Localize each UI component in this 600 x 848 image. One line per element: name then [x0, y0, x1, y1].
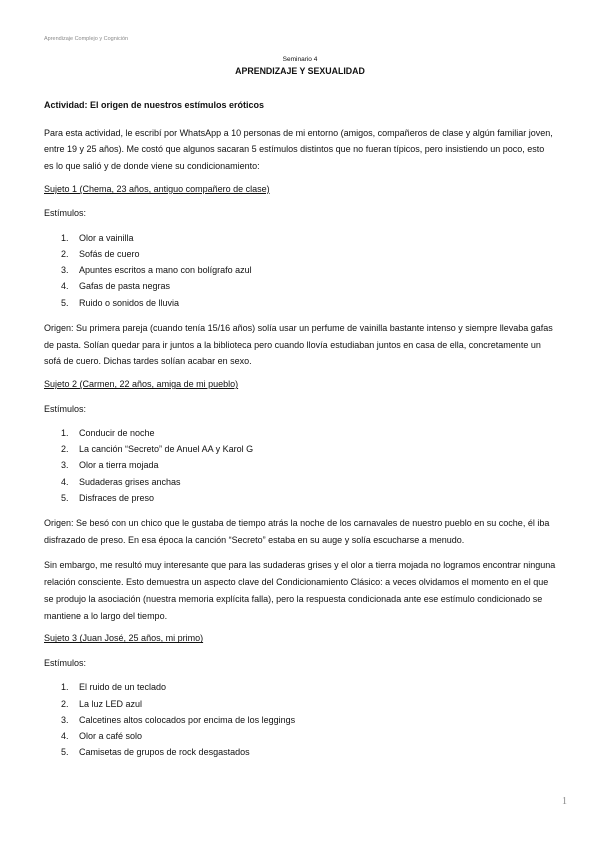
list-item — [44, 246, 556, 262]
list-number: 3. — [61, 460, 69, 471]
document-body — [44, 56, 556, 760]
intro-paragraph: Para esta actividad, le escribí por WhatsApp a 10 personas de mi entorno (amigos, compañeros de clase y algún familiar joven, entre 19 y 25 años). Me costó que algunos sacaran 5 estímulos distintos que no fueran típicos, pero insistiendo un poco, esto es lo que salió y de donde viene su condicionamiento: — [44, 127, 553, 172]
list-number: 2. — [61, 249, 69, 260]
list-item-text: Gafas de pasta negras — [79, 281, 171, 292]
list-number: 1. — [61, 232, 69, 243]
list-item — [44, 490, 556, 506]
list-item-text: Olor a vainilla — [79, 232, 134, 243]
list-item-text: El ruido de un teclado — [79, 682, 167, 693]
subject-3-stimuli-label: Estímulos: — [44, 657, 87, 668]
list-number: 1. — [61, 682, 69, 693]
subject-3-stimuli-list — [44, 679, 556, 760]
list-item — [44, 295, 556, 311]
list-item-text: Conducir de noche — [79, 428, 155, 439]
list-item-text: Sofás de cuero — [79, 249, 140, 260]
subject-2-stimuli-label: Estímulos: — [44, 403, 87, 414]
list-item — [44, 744, 556, 760]
list-item-text: La canción “Secreto” de Anuel AA y Karol G — [79, 444, 254, 455]
subject-2-stimuli-list — [44, 425, 556, 506]
list-number: 4. — [61, 730, 69, 741]
list-item-text: Olor a tierra mojada — [79, 460, 159, 471]
list-item — [44, 262, 556, 278]
subject-1-stimuli-list — [44, 230, 556, 311]
list-item — [44, 696, 556, 712]
list-number: 5. — [61, 747, 69, 758]
list-item-text: Sudaderas grises anchas — [79, 476, 181, 487]
list-number: 3. — [61, 265, 69, 276]
activity-title: Actividad: El origen de nuestros estímulos eróticos — [44, 100, 265, 111]
subject-2-heading: Sujeto 2 (Carmen, 22 años, amiga de mi pueblo) — [44, 379, 239, 390]
subject-3-heading: Sujeto 3 (Juan José, 25 años, mi primo) — [44, 633, 204, 644]
subject-1-stimuli-label: Estímulos: — [44, 208, 87, 219]
list-item — [44, 679, 556, 695]
list-item — [44, 712, 556, 728]
running-header: Aprendizaje Complejo y Cognición — [44, 36, 129, 42]
list-item — [44, 441, 556, 457]
list-item — [44, 474, 556, 490]
seminar-label: Seminario 4 — [282, 56, 318, 63]
list-number: 3. — [61, 714, 69, 725]
document-title: APRENDIZAJE Y SEXUALIDAD — [235, 65, 365, 76]
list-number: 2. — [61, 444, 69, 455]
subject-2-origin: Origen: Se besó con un chico que le gustaba de tiempo atrás la noche de los carnavales de nuestro pueblo en su coche, él iba disfrazado de preso. En esa época la canción “Secreto” estaba en su auge y solía escucharse a menudo. — [44, 518, 550, 545]
list-number: 5. — [61, 492, 69, 503]
list-item — [44, 425, 556, 441]
list-item-text: Olor a café solo — [79, 730, 143, 741]
list-item — [44, 230, 556, 246]
list-number: 1. — [61, 428, 69, 439]
list-item-text: Camisetas de grupos de rock desgastados — [79, 747, 250, 758]
list-item-text: La luz LED azul — [79, 698, 143, 709]
list-number: 4. — [61, 281, 69, 292]
list-item-text: Calcetines altos colocados por encima de los leggings — [79, 714, 296, 725]
subject-1-heading: Sujeto 1 (Chema, 23 años, antiguo compañero de clase) — [44, 183, 270, 194]
list-item — [44, 728, 556, 744]
subject-1-origin: Origen: Su primera pareja (cuando tenía 15/16 años) solía usar un perfume de vainilla bastante intenso y siempre llevaba gafas de pasta. Solían quedar para ir juntos a la biblioteca pero cuando llovía estudiaban juntos en casa de ella, concretamente un sofá de cuero. Dichas tardes solían acabar en sexo. — [44, 322, 553, 367]
list-item-text: Ruido o sonidos de lluvia — [79, 297, 180, 308]
list-item-text: Disfraces de preso — [79, 492, 155, 503]
subject-2-analysis: Sin embargo, me resultó muy interesante que para las sudaderas grises y el olor a tierra mojada no logramos encontrar ninguna relación consciente. Esto demuestra un aspecto clave del Condicionamiento Clásico: a veces olvidamos el momento en el que se produjo la asociación (nuestra memoria explícita falla), pero la respuesta condicionada ante ese estímulo condicionado se mantiene a lo largo del tiempo. — [44, 560, 556, 621]
list-number: 2. — [61, 698, 69, 709]
list-number: 4. — [61, 476, 69, 487]
list-item — [44, 278, 556, 294]
list-number: 5. — [61, 297, 69, 308]
list-item-text: Apuntes escritos a mano con bolígrafo azul — [79, 265, 252, 276]
page-number: 1 — [562, 796, 567, 807]
list-item — [44, 457, 556, 473]
